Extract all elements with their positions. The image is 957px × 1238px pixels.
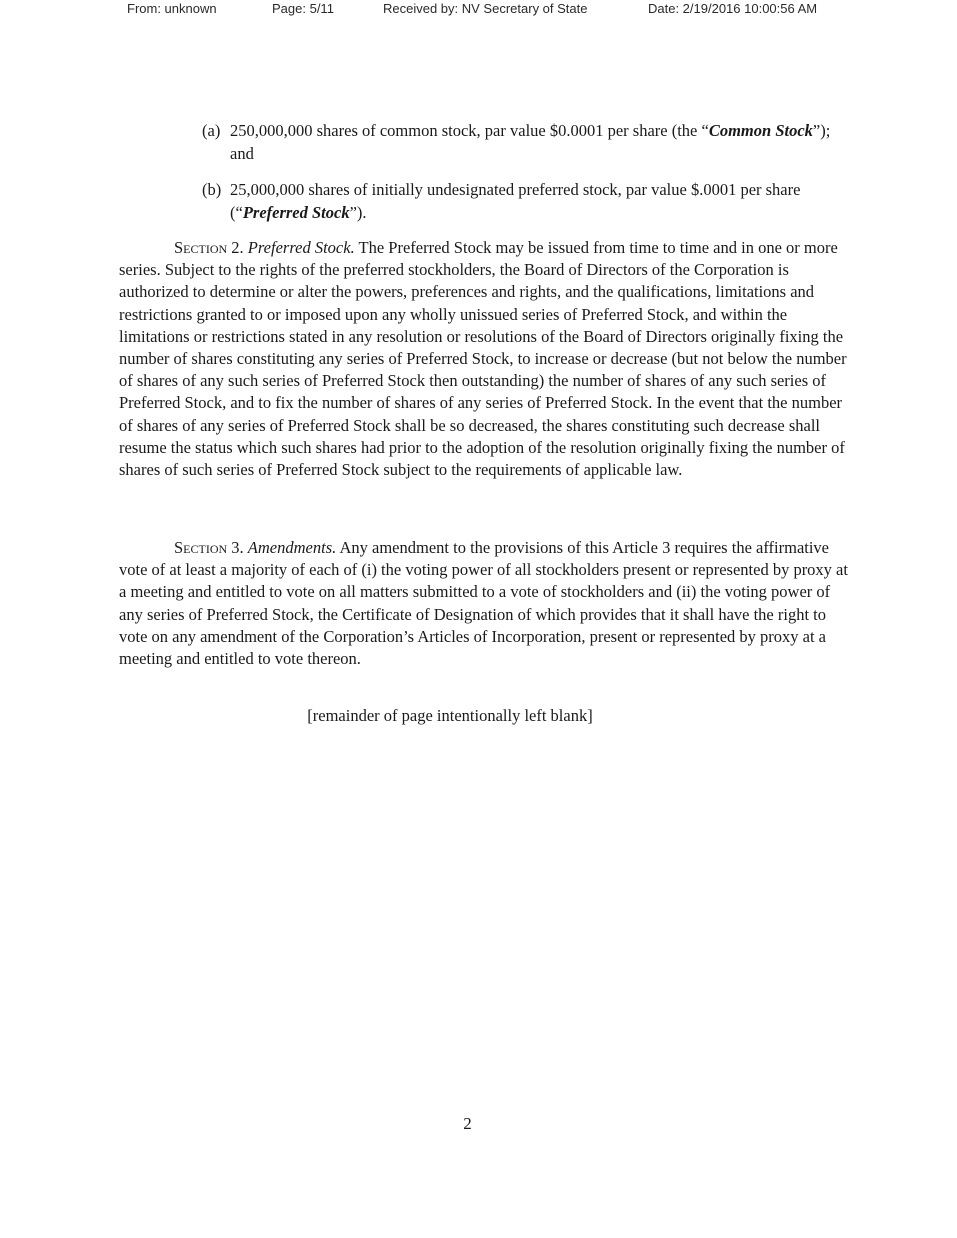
section-heading: Section 2. [174,238,244,257]
fax-date: Date: 2/19/2016 10:00:56 AM [648,1,818,16]
list-item-label: (b) [202,180,222,199]
fax-header [0,0,957,20]
section-title: Amendments. [247,538,337,557]
defined-term: Preferred Stock [242,203,350,222]
page-number: 2 [463,1114,472,1133]
section-body: The Preferred Stock may be issued from time to time and in one or more series. Subject to the rights of the preferred stockholders, the Board of Directors of the Corporation is authorized to determine or alter the powers, preferences and rights, and the qualifications, limitations and restrictions granted to or imposed upon any wholly unissued series of Preferred Stock, and within the limitations or restrictions stated in any resolution or resolutions of the Board of Directors originally fixing the number of shares constituting any series of Preferred Stock, to increase or decrease (but not below the number of shares of any such series of Preferred Stock then outstanding) the number of shares of any such series of Preferred Stock, and to fix the number of shares of any series of Preferred Stock. In the event that the number of shares of any series of Preferred Stock shall be so decreased, the shares constituting such decrease shall resume the status which such shares had prior to the adoption of the resolution originally fixing the number of shares of such series of Preferred Stock subject to the requirements of applicable law. [119,238,847,480]
list-item-preferred-stock [202,178,852,224]
section-body: Any amendment to the provisions of this Article 3 requires the affirmative vote of at least a majority of each of (i) the voting power of all stockholders present or represented by proxy at a meeting and entitled to vote on all matters submitted to a vote of stockholders and (ii) the voting power of any series of Preferred Stock, the Certificate of Designation of which provides that it shall have the right to vote on any amendment of the Corporation’s Articles of Incorporation, present or represented by proxy at a meeting and entitled to vote thereon. [119,538,848,669]
fax-from: From: unknown [127,1,217,16]
list-item-text: 250,000,000 shares of common stock, par value $0.0001 per share (the “Common Stock”); and [230,121,831,163]
fax-received-by: Received by: NV Secretary of State [383,1,588,16]
list-item-label: (a) [202,121,221,140]
defined-term: Common Stock [708,121,813,140]
section-2-paragraph [119,237,852,481]
section-heading: Section 3. [174,538,244,557]
section-3-paragraph [119,537,852,670]
list-item-text: 25,000,000 shares of initially undesignated preferred stock, par value $.0001 per share (“Preferred Stock”). [230,180,801,222]
list-item-common-stock [202,119,852,165]
section-title: Preferred Stock. [247,238,355,257]
remainder-note: [remainder of page intentionally left blank] [307,706,593,725]
fax-page: Page: 5/11 [272,1,334,16]
